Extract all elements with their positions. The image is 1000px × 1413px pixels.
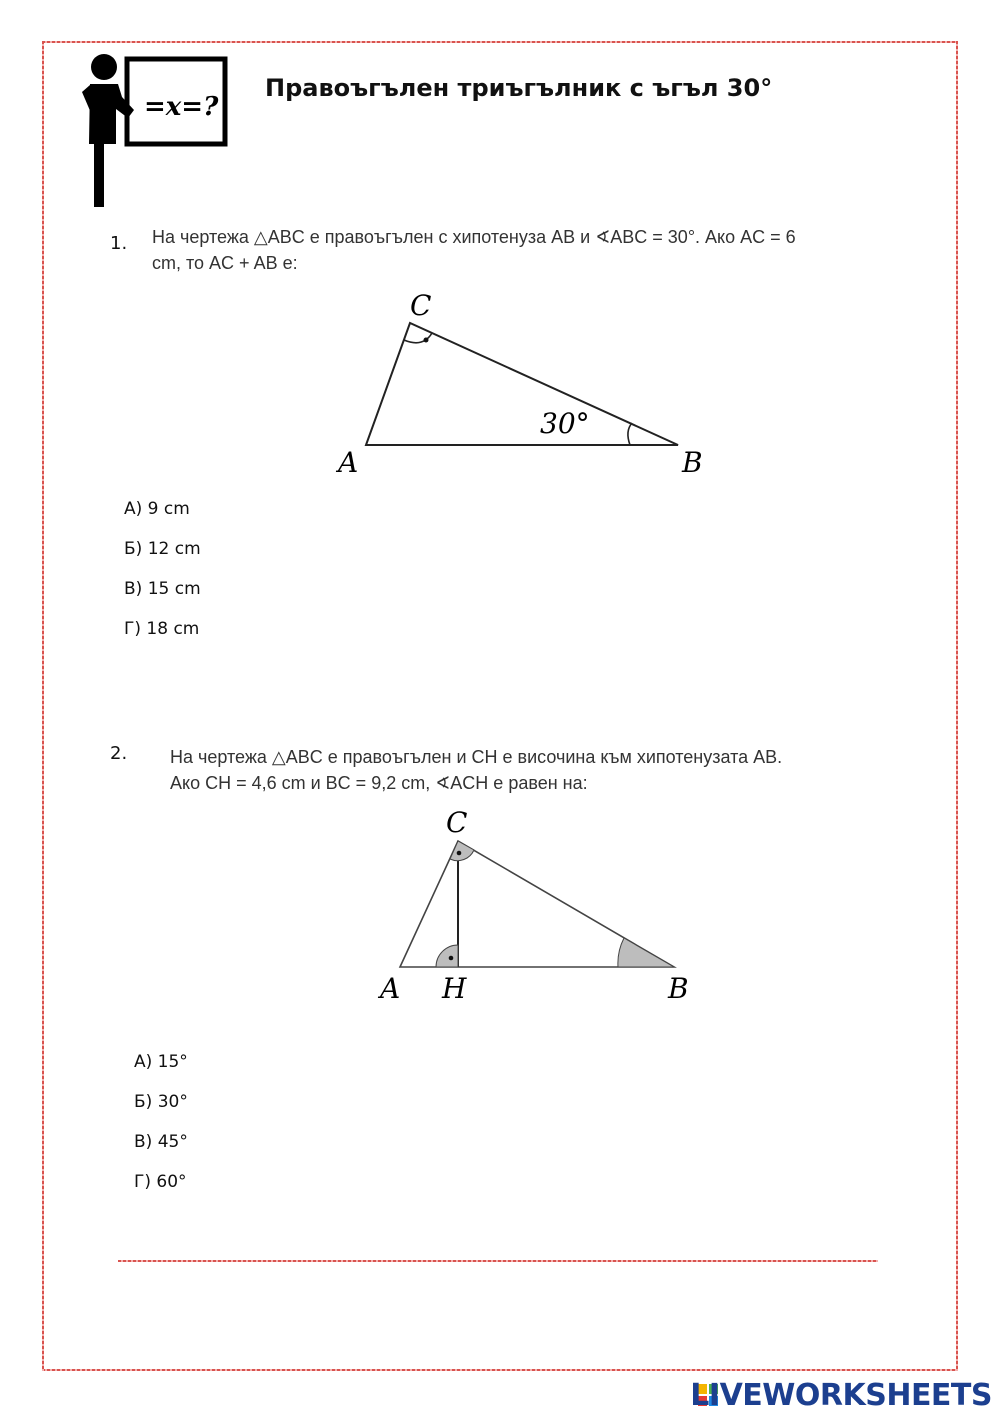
question-1-line-2: cm, то AC + AB e: [152,253,298,273]
question-2-triangle-figure [370,805,730,1005]
question-1-line-1: На чертежа △ABC е правоъгълен с хипотенуза AB и ∢ABC = 30°. Ако AC = 6 [152,227,796,247]
vertex-b-label: B [682,446,703,479]
angle-label: 30° [540,407,590,440]
question-1-triangle-figure [320,285,740,485]
question-2-number: 2. [110,743,128,764]
vertex-c-label: C [410,289,432,322]
question-1-option-c[interactable]: В) 15 cm [124,579,201,599]
question-2-line-1: На чертежа △ABC е правоъгълен и CH е височина към хипотенузата AB. [170,747,783,767]
question-2-option-c[interactable]: В) 45° [134,1132,188,1152]
vertex-c-label: C [446,806,468,839]
border-left [42,41,44,1371]
question-1-option-b[interactable]: Б) 12 cm [124,539,201,559]
board-text: =x=? [144,92,219,122]
liveworksheets-logo[interactable]: LIVEWORKSHEETS [690,1378,992,1413]
vertex-h-label: H [442,972,467,1005]
teacher-board-icon [72,52,232,212]
vertex-b-label: B [668,972,689,1005]
border-right [956,41,958,1371]
section-divider [118,1260,878,1262]
border-bottom [42,1369,958,1371]
question-1-option-a[interactable]: А) 9 cm [124,499,190,519]
border-top [42,41,958,43]
page-title: Правоъгълен триъгълник с ъгъл 30° [265,74,773,102]
vertex-a-label: A [338,446,359,479]
question-2-option-a[interactable]: А) 15° [134,1052,188,1072]
question-2-option-b[interactable]: Б) 30° [134,1092,188,1112]
question-1-number: 1. [110,233,128,254]
question-1-option-d[interactable]: Г) 18 cm [124,619,200,639]
question-2-line-2: Ако CH = 4,6 cm и BC = 9,2 cm, ∢ACH е равен на: [170,773,588,793]
question-2-option-d[interactable]: Г) 60° [134,1172,187,1192]
vertex-a-label: A [380,972,401,1005]
